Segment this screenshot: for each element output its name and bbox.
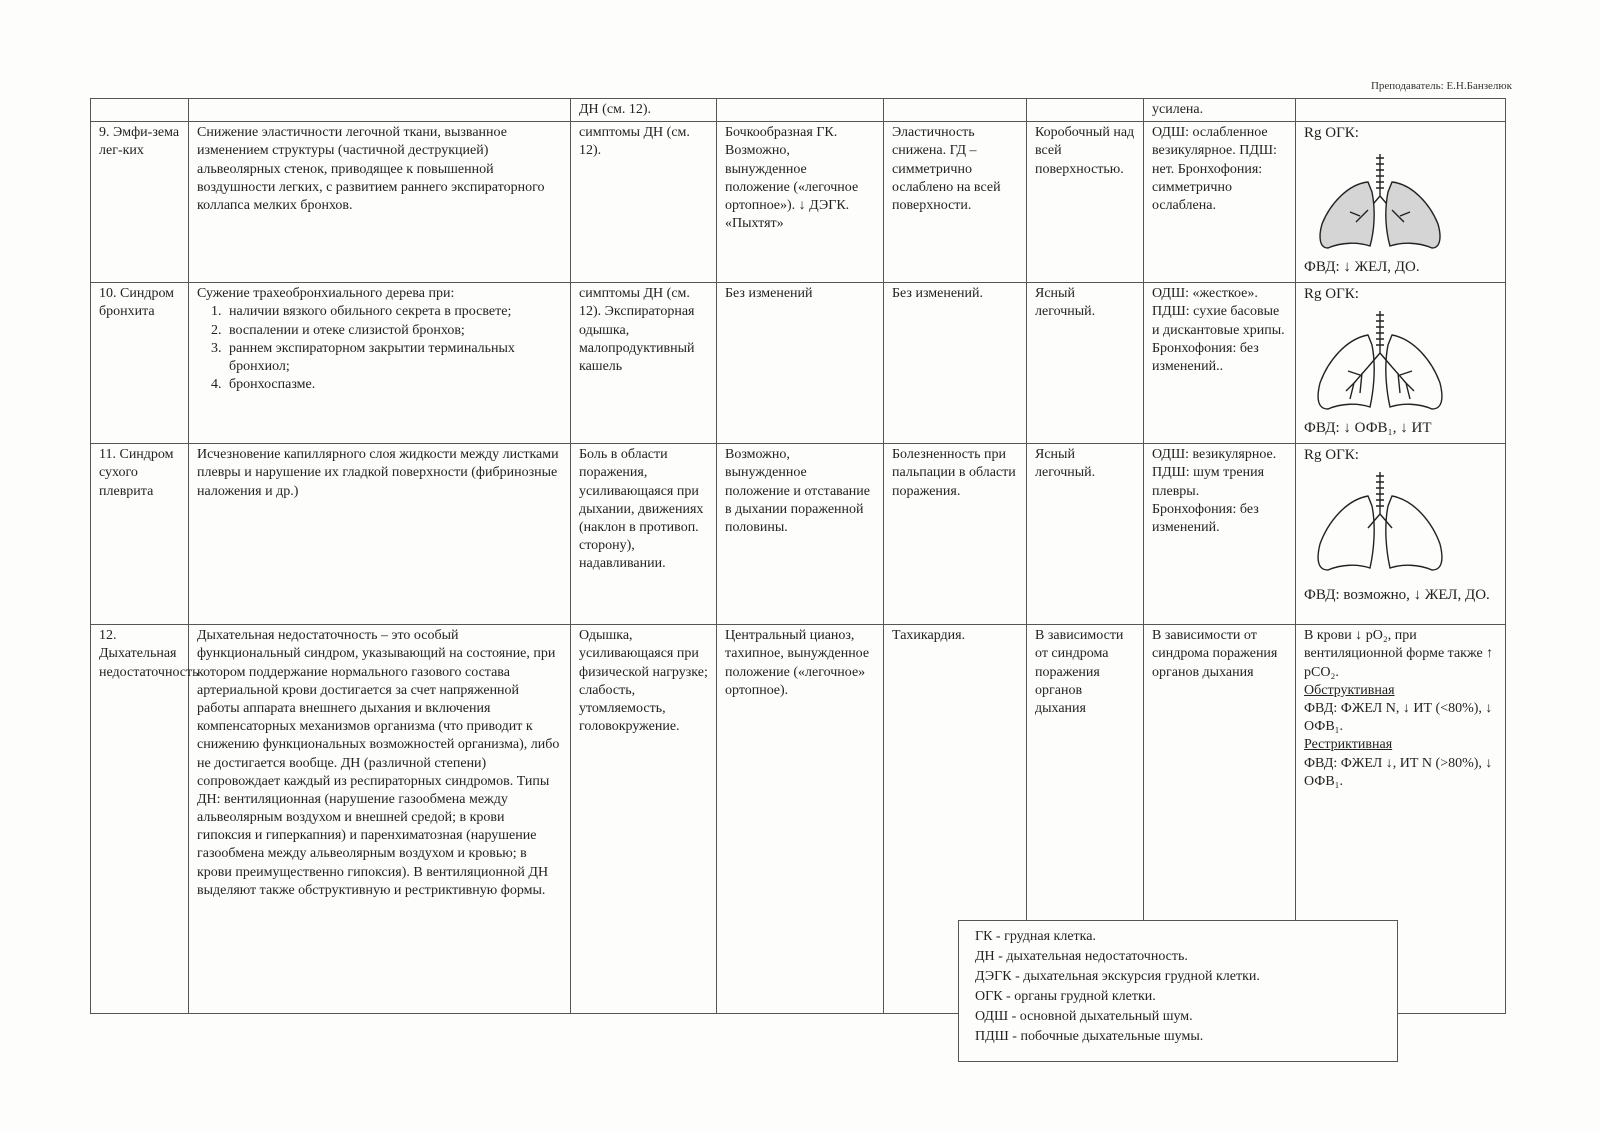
definition-list [197,303,562,394]
palpation-cell: Тахикардия. [884,625,1027,1014]
inspection-cell: Возможно, вынужденное положение и отставание в дыхании пораженной половины. [717,444,884,625]
percussion-cell: Ясный легочный. [1027,283,1144,444]
list-item: 1. наличии вязкого обильного секрета в просвете; [225,303,562,321]
obstructive-fvd: ФВД: ФЖЕЛ N, ↓ ИТ (<80%), ↓ ОФВ₁. [1304,700,1493,735]
table-row-bronchitis [91,283,1506,444]
abbreviations-legend [958,920,1398,1062]
rg-label: Rg ОГК: [1304,125,1359,142]
inspection-cell: Без изменений [717,283,884,444]
auscultation-cell: ОДШ: везикулярное. ПДШ: шум трения плевры. Бронхофония: без изменений. [1144,444,1296,625]
palpation-cell: Эластичность снижена. ГД – симметрично ослаблено на всей поверхности. [884,122,1027,283]
fvd-text: ФВД: ↓ ОФВ₁, ↓ ИТ [1304,420,1432,437]
lungs-emphysema-image [1310,152,1450,257]
syndrome-name: 9. Эмфи-зема лег-ких [91,122,189,283]
table-cell [189,99,571,122]
table-cell [1296,99,1506,122]
table-row-emphysema [91,122,1506,283]
rg-cell [1296,122,1506,283]
restrictive-title: Рестриктивная [1304,737,1393,753]
inspection-cell: Центральный цианоз, тахипное, вынужденное положение («легочное» ортопноe). [717,625,884,1014]
legend-item: ДЭГК - дыхательная экскурсия грудной клетки. [975,969,1260,984]
palpation-cell: Болезненность при пальпации в области поражения. [884,444,1027,625]
inspection-cell: Бочкообразная ГК. Возможно, вынужденное положение («легочное ортопноe»). ↓ ДЭГК. «Пыхтят» [717,122,884,283]
percussion-cell: Ясный легочный. [1027,444,1144,625]
fvd-text: ФВД: возможно, ↓ ЖЕЛ, ДО. [1304,587,1490,604]
legend-item: ГК - грудная клетка. [975,929,1096,944]
complaints-cell: симптомы ДН (см. 12). [571,122,717,283]
syndrome-name: 11. Синдром сухого плеврита [91,444,189,625]
auscultation-cell: ОДШ: «жесткое». ПДШ: сухие басовые и дискантовые хрипы. Бронхофония: без изменений.. [1144,283,1296,444]
rg-cell [1296,444,1506,625]
syndrome-definition: Дыхательная недостаточность – это особый функциональный синдром, указывающий на состояние, при котором поддержание нормального газового состава артериальной крови достигается за счет напряженной работы аппарата внешнего дыхания и включения компенсаторных механизмов организма (что приводит к снижению функциональных возможностей организма), либо не достигается вообще. ДН (различной степени) сопровождает каждый из респираторных синдромов. Типы ДН: вентиляционная (нарушение газообмена между альвеолярным воздухом и внешней средой; в крови гипоксия и гиперкапния) и паренхиматозная (нарушение газообмена между альвеолярным воздухом и кровью; в крови преимущественно гипоксия). В вентиляционной ДН выделяют также обструктивную и рестриктивную формы. [189,625,571,1014]
table-row-continuation [91,99,1506,122]
list-item: 3. раннем экспираторном закрытии терминальных бронхиол; [225,340,562,376]
teacher-name: Преподаватель: Е.Н.Банзелюк [1370,80,1512,92]
lungs-bronchitis-image [1310,309,1450,414]
complaints-cell: Боль в области поражения, усиливающаяся при дыхании, движениях (наклон в противоп. сторону), надавливании. [571,444,717,625]
legend-item: ПДШ - побочные дыхательные шумы. [975,1029,1204,1044]
table-cell: усилена. [1144,99,1296,122]
complaints-cell: Одышка, усиливающаяся при физической нагрузке; слабость, утомляемость, головокружение. [571,625,717,1014]
definition-lead: Сужение трахеобронхиального дерева при: [197,286,455,302]
syndrome-name: 10. Синдром бронхита [91,283,189,444]
percussion-cell: В зависимости от синдрома поражения органов дыхания [1027,625,1144,1014]
table-cell [884,99,1027,122]
list-item: 4. бронхоспазме. [225,376,562,394]
auscultation-cell: В зависимости от синдрома поражения органов дыхания [1144,625,1296,1014]
table-row-dry-pleurisy [91,444,1506,625]
rg-label: Rg ОГК: [1304,286,1359,303]
complaints-cell: симптомы ДН (см. 12). Экспираторная одышка, малопродуктивный кашель [571,283,717,444]
legend-item: ОГК - органы грудной клетки. [975,989,1156,1004]
legend-item: ОДШ - основной дыхательный шум. [975,1009,1193,1024]
syndrome-definition [189,283,571,444]
obstructive-title: Обструктивная [1304,682,1395,698]
percussion-cell: Коробочный над всей поверхностью. [1027,122,1144,283]
fvd-text: ФВД: ↓ ЖЕЛ, ДО. [1304,259,1420,276]
table-cell [1027,99,1144,122]
rg-label: Rg ОГК: [1304,447,1359,464]
table-cell: ДН (см. 12). [571,99,717,122]
list-item: 2. воспалении и отеке слизистой бронхов; [225,322,562,340]
restrictive-fvd: ФВД: ФЖЕЛ ↓, ИТ N (>80%), ↓ ОФВ₁. [1304,755,1493,789]
auscultation-cell: ОДШ: ослабленное везикулярное. ПДШ: нет. Бронхофония: симметрично ослаблена. [1144,122,1296,283]
syndrome-name: 12. Дыхательная недостаточность [91,625,189,1014]
table-cell [717,99,884,122]
legend-item: ДН - дыхательная недостаточность. [975,949,1188,964]
syndrome-definition: Снижение эластичности легочной ткани, вызванное изменением структуры (частичной деструкцией) альвеолярных стенок, приводящее к повышенной воздушности легких, с развитием раннего экспираторного коллапса мелких бронхов. [189,122,571,283]
blood-gas-text: В крови ↓ pO₂, при вентиляционной форме также ↑ pCO₂. [1304,628,1494,680]
table-cell [91,99,189,122]
lungs-pleurisy-image [1310,470,1450,575]
syndrome-definition: Исчезновение капиллярного слоя жидкости между листками плевры и нарушение их гладкой поверхности (фибринозные наложения и др.) [189,444,571,625]
rg-cell [1296,283,1506,444]
palpation-cell: Без изменений. [884,283,1027,444]
syndromes-table [90,98,1506,1014]
